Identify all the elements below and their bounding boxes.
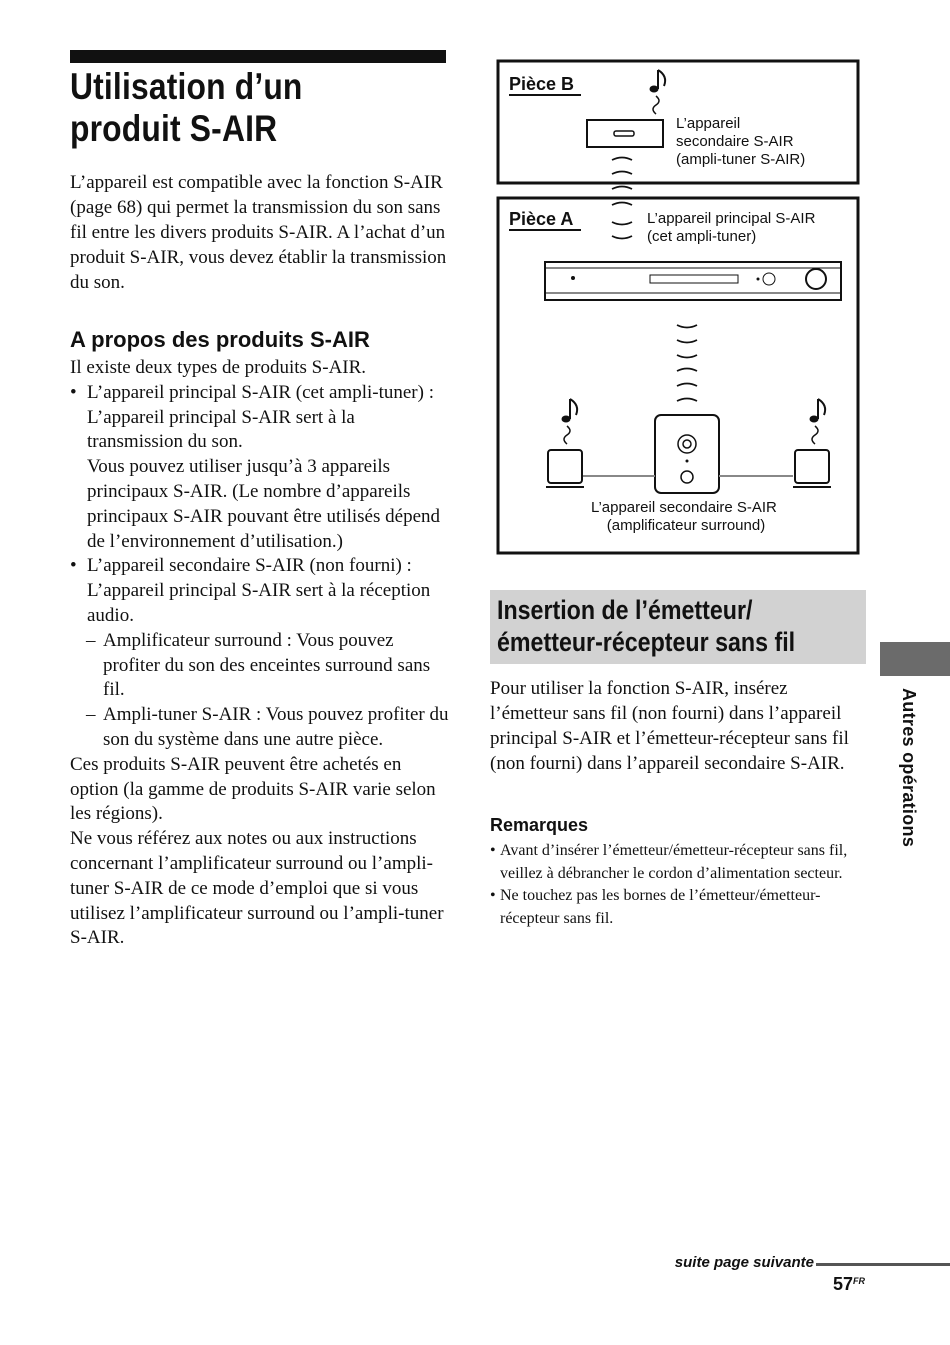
remark-text: Ne touchez pas les bornes de l’émetteur/émetteur-récepteur sans fil.	[500, 887, 821, 927]
about-lead: Il existe deux types de produits S-AIR.	[70, 357, 367, 378]
title-rule	[70, 50, 446, 63]
bullet2-text: L’appareil principal S-AIR sert à la réception audio.	[87, 580, 431, 626]
bullet1-title: L’appareil principal S-AIR (cet ampli-tuner) :	[87, 381, 434, 403]
room-b-label: Pièce B	[509, 74, 575, 94]
surround-amplifier-icon	[655, 415, 719, 493]
dash-mark: –	[86, 629, 96, 651]
tuner-slot-icon	[614, 131, 634, 136]
music-note-icon	[650, 70, 666, 114]
section-title	[497, 594, 841, 658]
secondary-tuner-label: L’appareil secondaire S-AIR (ampli-tuner S-AIR)	[676, 115, 806, 168]
main-amplifier-icon	[545, 262, 841, 300]
about-body	[70, 356, 450, 951]
page-title: Utilisation d’un produit S-AIR	[70, 66, 303, 149]
remarks-list	[490, 840, 868, 930]
page-number-value: 57	[833, 1274, 854, 1294]
list-item	[70, 554, 450, 628]
music-note-icon	[562, 399, 578, 444]
section-title-line1: Insertion de l’émetteur/	[497, 595, 753, 625]
section-body: Pour utiliser la fonction S-AIR, insérez l’émetteur sans fil (non fourni) dans l’appareil principal S-AIR et l’émetteur-récepteur sans fil (non fourni) dans l’appareil secondaire S-AIR.	[490, 678, 849, 774]
main-unit-label: L’appareil principal S-AIR (cet ampli-tuner)	[647, 210, 816, 245]
remark-text: Avant d’insérer l’émetteur/émetteur-récepteur sans fil, veillez à débrancher le cordon d’alimentation secteur.	[500, 842, 848, 882]
intro-paragraph: L’appareil est compatible avec la fonction S-AIR (page 68) qui permet la transmission du son sans fil entre les divers produits S-AIR. A l’achat d’un produit S-AIR, vous devez établir la transmission du son.	[70, 172, 447, 293]
bullet-mark: •	[490, 887, 496, 904]
speaker-icon	[546, 450, 584, 487]
secondary-amp-label: L’appareil secondaire S-AIR (amplificateur surround)	[590, 499, 777, 534]
list-item	[70, 381, 450, 555]
about-para3: Ne vous référez aux notes ou aux instructions concernant l’amplificateur surround ou l’ampli-tuner S-AIR de ce mode d’emploi que si vous utilisez l’amplificateur surround ou l’ampli-tuner S-AIR.	[70, 828, 444, 949]
room-a-label: Pièce A	[509, 209, 574, 229]
page-number	[833, 1274, 865, 1295]
about-para2: Ces produits S-AIR peuvent être achetés en option (la gamme de produits S-AIR varie selon les régions).	[70, 753, 436, 825]
wireless-wave-icon	[677, 325, 697, 401]
section-title-line2: émetteur-récepteur sans fil	[497, 627, 796, 657]
bullet-mark: •	[70, 381, 77, 403]
chapter-tab-marker	[880, 642, 950, 676]
music-note-icon	[810, 399, 826, 444]
speaker-icon	[793, 450, 831, 487]
about-heading: A propos des produits S-AIR	[70, 327, 370, 352]
language-code: FR	[853, 1276, 866, 1286]
remarks-heading: Remarques	[490, 815, 589, 835]
list-item	[490, 840, 868, 885]
dash-mark: –	[86, 704, 96, 726]
bullet-mark: •	[70, 555, 77, 577]
bullet2-title: L’appareil secondaire S-AIR (non fourni) :	[87, 555, 412, 577]
chapter-tab-label: Autres opérations	[899, 688, 919, 848]
bullet1-note: Vous pouvez utiliser jusqu’à 3 appareils principaux S-AIR. (Le nombre d’appareils principaux S-AIR pouvant être utilisés dépend de l’environnement d’utilisation.)	[87, 456, 441, 552]
sub-list-item	[70, 629, 450, 703]
continued-note: suite page suivante	[674, 1254, 814, 1271]
sub-list-item	[70, 703, 450, 753]
bullet1-text: L’appareil principal S-AIR sert à la transmission du son.	[87, 406, 355, 453]
continued-rule	[816, 1263, 950, 1266]
dash1-text: Amplificateur surround : Vous pouvez profiter du son des enceintes surround sans fil.	[103, 629, 431, 701]
bullet-mark: •	[490, 842, 496, 859]
dash2-text: Ampli-tuner S-AIR : Vous pouvez profiter du son du système dans une autre pièce.	[103, 704, 449, 750]
list-item	[490, 885, 868, 930]
